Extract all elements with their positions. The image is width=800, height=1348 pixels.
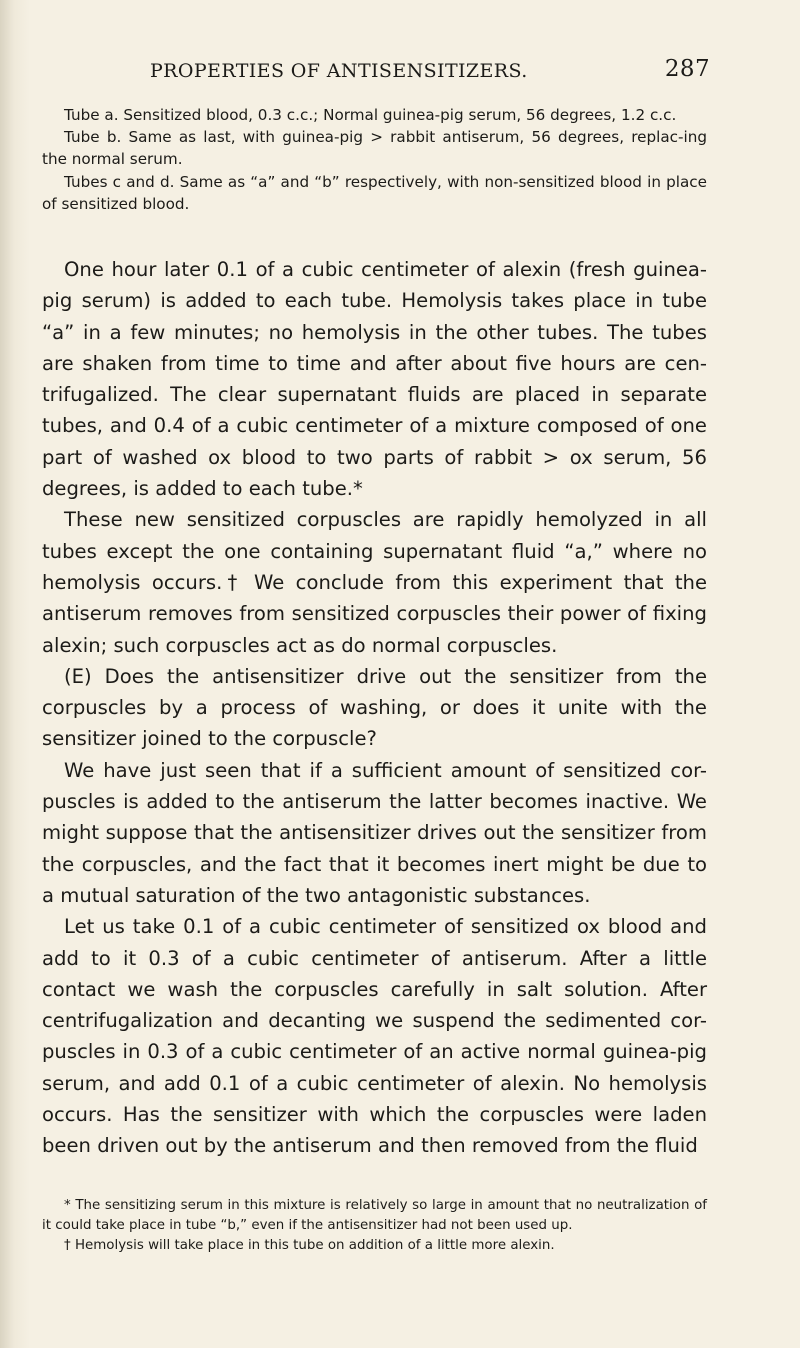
tube-descriptions bbox=[42, 104, 707, 215]
paragraph-sufficient-amount: We have just seen that if a sufficient amount of sensitized cor-puscles is added to the antiserum the latter becomes inactive. We might suppose that the antisensitizer drives out the sensitizer from the corpuscles, and the fact that it becomes inert might be due to a mutual saturation of the two antagonistic substances. bbox=[42, 758, 707, 907]
footnote-asterisk: * The sensitizing serum in this mixture is relatively so large in amount that no neutralization of it could take place in tube “b,” even if the antisensitizer had not been used up. bbox=[42, 1198, 707, 1233]
main-text bbox=[42, 254, 707, 1162]
footnotes bbox=[42, 1196, 707, 1255]
page-number: 287 bbox=[664, 56, 710, 82]
footnote-dagger: † Hemolysis will take place in this tube on addition of a little more alexin. bbox=[64, 1237, 555, 1253]
paragraph-question-e: (E) Does the antisensitizer drive out the sensitizer from the corpuscles by a process of washing, or does it unite with the sensitizer joined to the corpuscle? bbox=[42, 664, 707, 751]
tube-a-description: Tube a. Sensitized blood, 0.3 c.c.; Normal guinea-pig serum, 56 degrees, 1.2 c.c. bbox=[64, 106, 677, 124]
paragraph-experiment: Let us take 0.1 of a cubic centimeter of sensitized ox blood and add to it 0.3 of a cubic centimeter of antiserum. After a little contact we wash the corpuscles carefully in salt solution. After centrifugalization and decanting we suspend the sedimented cor-puscles in 0.3 of a cubic centimeter of an active normal guinea-pig serum, and add 0.1 of a cubic centimeter of alexin. No hemolysis occurs. Has the sensitizer with which the corpuscles were laden been driven out by the antiserum and then removed from the fluid bbox=[42, 915, 707, 1158]
paragraph-alexin-added: One hour later 0.1 of a cubic centimeter of alexin (fresh guinea-pig serum) is added to each tube. Hemolysis takes place in tube “a” in a few minutes; no hemolysis in the other tubes. The tubes are shaken from time to time and after about five hours are cen-trifugalized. The clear supernatant fluids are placed in separate tubes, and 0.4 of a cubic centimeter of a mixture composed of one part of washed ox blood to two parts of rabbit > ox serum, 56 degrees, is added to each tube.* bbox=[42, 258, 707, 501]
running-title: PROPERTIES OF ANTISENSITIZERS. bbox=[150, 60, 528, 82]
paragraph-new-corpuscles: These new sensitized corpuscles are rapidly hemolyzed in all tubes except the one containing supernatant fluid “a,” where no hemolysis occurs.† We conclude from this experiment that the antiserum removes from sensitized corpuscles their power of fixing alexin; such corpuscles act as do normal corpuscles. bbox=[42, 508, 707, 657]
tubes-c-d-description: Tubes c and d. Same as “a” and “b” respectively, with non-sensitized blood in place of sensitized blood. bbox=[42, 172, 707, 213]
page-header bbox=[150, 56, 710, 90]
tube-b-description: Tube b. Same as last, with guinea-pig > rabbit antiserum, 56 degrees, replac-ing the normal serum. bbox=[42, 128, 707, 169]
